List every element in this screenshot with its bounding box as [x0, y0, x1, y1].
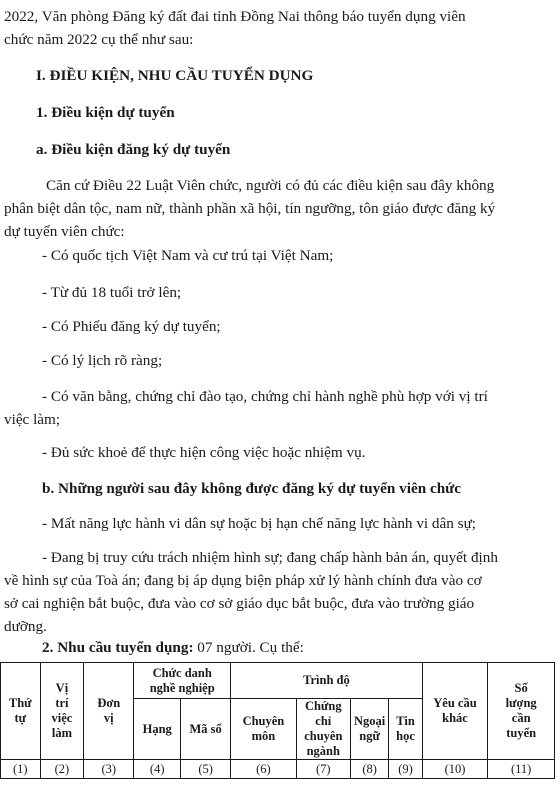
col-number: (8): [350, 760, 389, 779]
para-line-2: phân biệt dân tộc, nam nữ, thành phần xã hội, tín ngưỡng, tôn giáo được đăng ký: [4, 200, 496, 217]
section-heading: I. ĐIỀU KIỆN, NHU CẦU TUYỂN DỤNG: [36, 67, 314, 84]
header-thu-tu: Thứ tự: [1, 663, 41, 760]
subheading-khong-duoc: b. Những người sau đây không được đăng ký dự tuyển viên chức: [42, 480, 461, 497]
condition-4: - Có lý lịch rõ ràng;: [42, 352, 163, 369]
condition-3: - Có Phiếu đăng ký dự tuyển;: [42, 318, 221, 335]
header-hang: Hạng: [134, 699, 181, 760]
exclusion-2-line-4: dưỡng.: [4, 618, 47, 635]
intro-line-1: 2022, Văn phòng Đăng ký đất đai tỉnh Đồng Nai thông báo tuyển dụng viên: [4, 8, 466, 25]
exclusion-2-line-1: - Đang bị truy cứu trách nhiệm hình sự; đang chấp hành bản án, quyết định: [42, 549, 498, 566]
header-tin-hoc: Tin học: [389, 699, 422, 760]
header-ma-so: Mã số: [181, 699, 231, 760]
col-number: (7): [296, 760, 350, 779]
col-number: (1): [1, 760, 41, 779]
col-number: (10): [422, 760, 488, 779]
subheading-dang-ky: a. Điều kiện đăng ký dự tuyển: [36, 141, 231, 158]
condition-5-line-2: việc làm;: [4, 411, 61, 428]
condition-6: - Đủ sức khoẻ để thực hiện công việc hoặc nhiệm vụ.: [42, 444, 366, 461]
header-trinh-do: Trình độ: [231, 663, 423, 699]
header-chuyen-mon: Chuyên môn: [231, 699, 297, 760]
header-so-luong: Số lượng cần tuyển: [488, 663, 555, 760]
col-number: (11): [488, 760, 555, 779]
recruitment-table: [0, 662, 560, 779]
header-yeu-cau-khac: Yêu cầu khác: [422, 663, 488, 760]
nhu-cau-label: 2. Nhu cầu tuyển dụng:: [42, 639, 194, 656]
exclusion-1: - Mất năng lực hành vi dân sự hoặc bị hạn chế năng lực hành vi dân sự;: [42, 515, 477, 532]
exclusion-2-line-2: về hình sự của Toà án; đang bị áp dụng biện pháp xử lý hành chính đưa vào cơ: [4, 572, 482, 589]
subheading-nhu-cau: [42, 637, 304, 659]
intro-line-2: chức năm 2022 cụ thể như sau:: [4, 31, 194, 48]
header-ngoai-ngu: Ngoại ngữ: [350, 699, 389, 760]
col-number: (9): [389, 760, 422, 779]
col-number: (6): [231, 760, 297, 779]
col-number: (3): [84, 760, 134, 779]
header-chung-chi: Chứng chỉ chuyên ngành: [296, 699, 350, 760]
para-line-3: dự tuyển viên chức:: [4, 223, 125, 240]
header-chuc-danh: Chức danh nghề nghiệp: [134, 663, 231, 699]
col-number: (4): [134, 760, 181, 779]
nhu-cau-value: 07 người. Cụ thể:: [193, 639, 304, 656]
table: [0, 662, 555, 779]
condition-5-line-1: - Có văn bằng, chứng chỉ đào tạo, chứng chỉ hành nghề phù hợp với vị trí: [42, 388, 488, 405]
table-row-numbers: [1, 760, 555, 779]
exclusion-2-line-3: sở cai nghiện bắt buộc, đưa vào cơ sở giáo dục bắt buộc, đưa vào trường giáo: [4, 595, 475, 612]
condition-2: - Từ đủ 18 tuổi trở lên;: [42, 284, 182, 301]
col-number: (5): [181, 760, 231, 779]
subheading-dieu-kien: 1. Điều kiện dự tuyển: [36, 104, 175, 121]
header-don-vi: Đơn vị: [84, 663, 134, 760]
condition-1: - Có quốc tịch Việt Nam và cư trú tại Việt Nam;: [42, 247, 334, 264]
col-number: (2): [40, 760, 84, 779]
header-vi-tri-viec-lam: Vị trí việc làm: [40, 663, 84, 760]
para-line-1: Căn cứ Điều 22 Luật Viên chức, người có đủ các điều kiện sau đây không: [46, 177, 495, 194]
